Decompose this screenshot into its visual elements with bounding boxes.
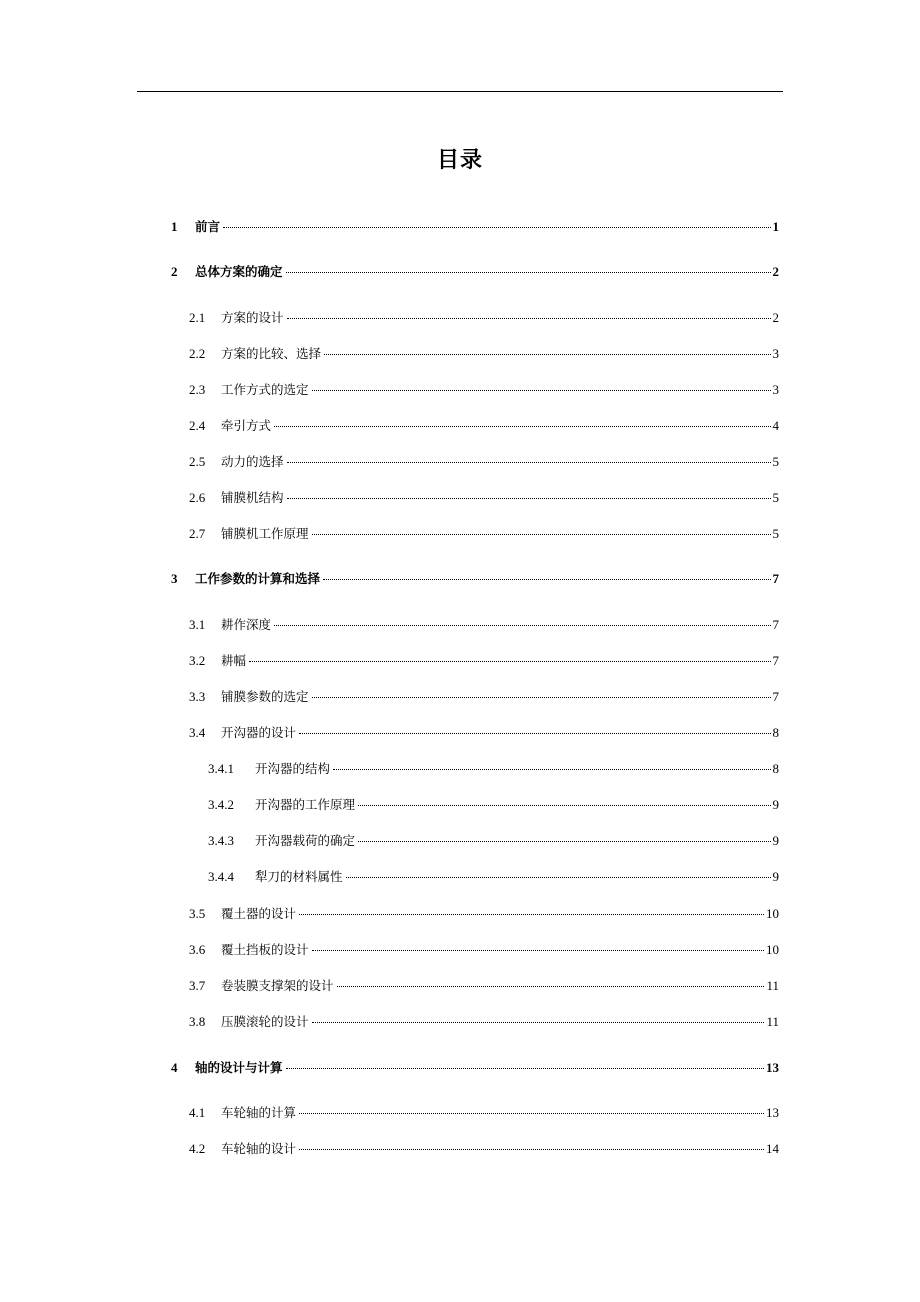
toc-entry-label: 前言	[195, 219, 221, 234]
toc-entry-number: 3.4.1	[208, 761, 234, 776]
dot-leader	[274, 625, 770, 626]
toc-entry-number: 2.5	[189, 454, 206, 469]
toc-entry-page: 13	[766, 1060, 779, 1075]
toc-entry-label: 犁刀的材料属性	[255, 869, 343, 884]
toc-entry-number: 4.1	[189, 1105, 206, 1120]
toc-entry-page: 5	[772, 526, 779, 541]
toc-entry[interactable]	[208, 796, 779, 814]
toc-entry[interactable]	[189, 688, 779, 706]
dot-leader	[299, 1113, 764, 1114]
dot-leader	[312, 950, 764, 951]
toc-entry-page: 5	[772, 454, 779, 469]
toc-entry-label: 开沟器载荷的确定	[255, 833, 356, 848]
dot-leader	[337, 986, 765, 987]
toc-entry-number: 3	[171, 571, 178, 586]
dot-leader	[286, 1068, 764, 1069]
dot-leader	[299, 1149, 764, 1150]
dot-leader	[312, 390, 771, 391]
toc-entry-number: 3.1	[189, 617, 206, 632]
toc-entry-number: 2.3	[189, 382, 206, 397]
toc-entry-label: 牵引方式	[221, 418, 272, 433]
toc-entry-page: 5	[772, 490, 779, 505]
toc-entry[interactable]	[171, 263, 779, 281]
toc-entry[interactable]	[189, 345, 779, 363]
toc-entry-page: 1	[772, 219, 779, 234]
toc-entry-number: 2.2	[189, 346, 206, 361]
toc-entry[interactable]	[189, 525, 779, 543]
toc-entry-label: 车轮轴的计算	[221, 1105, 297, 1120]
toc-entry[interactable]	[208, 832, 779, 850]
toc-entry[interactable]	[189, 616, 779, 634]
dot-leader	[286, 272, 771, 273]
toc-entry-label: 铺膜机结构	[221, 490, 284, 505]
toc-entry-label: 开沟器的结构	[255, 761, 331, 776]
toc-entry-label: 耕作深度	[221, 617, 272, 632]
toc-entry-page: 8	[772, 725, 779, 740]
toc-entry-number: 3.4	[189, 725, 206, 740]
toc-entry[interactable]	[171, 218, 779, 236]
toc-entry-page: 11	[766, 1014, 779, 1029]
dot-leader	[333, 769, 770, 770]
toc-entry-page: 3	[772, 346, 779, 361]
dot-leader	[274, 426, 770, 427]
toc-entry-number: 3.6	[189, 942, 206, 957]
toc-entry-label: 轴的设计与计算	[195, 1060, 283, 1075]
toc-entry-page: 14	[766, 1141, 779, 1156]
toc-entry-label: 铺膜机工作原理	[221, 526, 309, 541]
dot-leader	[358, 841, 770, 842]
toc-entry-page: 13	[766, 1105, 779, 1120]
toc-entry-page: 10	[766, 942, 779, 957]
toc-entry-label: 覆土器的设计	[221, 906, 297, 921]
dot-leader	[346, 877, 771, 878]
toc-entry-page: 10	[766, 906, 779, 921]
dot-leader	[299, 733, 770, 734]
toc-entry-label: 覆土挡板的设计	[221, 942, 309, 957]
toc-entry-label: 动力的选择	[221, 454, 284, 469]
toc-entry-page: 7	[772, 617, 779, 632]
toc-entry[interactable]	[189, 489, 779, 507]
dot-leader	[287, 462, 771, 463]
toc-entry[interactable]	[189, 1104, 779, 1122]
toc-entry-label: 铺膜参数的选定	[221, 689, 309, 704]
toc-entry-number: 1	[171, 219, 178, 234]
dot-leader	[287, 498, 771, 499]
toc-entry[interactable]	[189, 1140, 779, 1158]
toc-entry[interactable]	[189, 977, 779, 995]
toc-entry-number: 2.7	[189, 526, 206, 541]
toc-entry-label: 方案的设计	[221, 310, 284, 325]
toc-entry-page: 9	[772, 833, 779, 848]
page-title: 目录	[436, 148, 483, 173]
toc-entry-number: 3.4.4	[208, 869, 234, 884]
toc-entry-page: 2	[772, 264, 779, 279]
toc-entry-label: 工作参数的计算和选择	[195, 571, 321, 586]
dot-leader	[223, 227, 770, 228]
toc-entry-page: 9	[772, 869, 779, 884]
toc-entry-page: 9	[772, 797, 779, 812]
toc-entry[interactable]	[189, 652, 779, 670]
toc-entry-label: 方案的比较、选择	[221, 346, 322, 361]
toc-entry-page: 4	[772, 418, 779, 433]
toc-entry-number: 3.4.3	[208, 833, 234, 848]
toc-entry[interactable]	[189, 309, 779, 327]
toc-entry-page: 7	[772, 653, 779, 668]
dot-leader	[358, 805, 770, 806]
toc-entry-page: 8	[772, 761, 779, 776]
dot-leader	[312, 1022, 765, 1023]
toc-entry-label: 工作方式的选定	[221, 382, 309, 397]
toc-entry-number: 3.7	[189, 978, 206, 993]
toc-entry-page: 3	[772, 382, 779, 397]
toc-entry[interactable]	[189, 724, 779, 742]
toc-entry-page: 7	[772, 571, 779, 586]
toc-entry-number: 3.5	[189, 906, 206, 921]
toc-entry[interactable]	[189, 941, 779, 959]
toc-entry-number: 3.2	[189, 653, 206, 668]
toc-entry-label: 压膜滚轮的设计	[221, 1014, 309, 1029]
toc-entry[interactable]	[189, 381, 779, 399]
dot-leader	[324, 354, 770, 355]
toc-entry-number: 4	[171, 1060, 178, 1075]
toc-entry[interactable]	[189, 1013, 779, 1031]
toc-entry-page: 7	[772, 689, 779, 704]
toc-entry[interactable]	[208, 868, 779, 886]
dot-leader	[299, 914, 764, 915]
toc-entry[interactable]	[189, 453, 779, 471]
toc-entry-label: 总体方案的确定	[195, 264, 283, 279]
dot-leader	[287, 318, 771, 319]
toc-entry-page: 11	[766, 978, 779, 993]
toc-entry-number: 3.3	[189, 689, 206, 704]
toc-entry-page: 2	[772, 310, 779, 325]
toc-entry[interactable]	[171, 1059, 779, 1077]
dot-leader	[249, 661, 770, 662]
toc-entry-number: 4.2	[189, 1141, 206, 1156]
toc-entry-number: 2.4	[189, 418, 206, 433]
toc-entry[interactable]	[189, 417, 779, 435]
toc-entry-label: 车轮轴的设计	[221, 1141, 297, 1156]
toc-entry[interactable]	[189, 905, 779, 923]
toc-entry-number: 2	[171, 264, 178, 279]
dot-leader	[312, 534, 771, 535]
dot-leader	[323, 579, 770, 580]
toc-entry-number: 2.6	[189, 490, 206, 505]
toc-entry[interactable]	[208, 760, 779, 778]
toc-entry-label: 卷装膜支撑架的设计	[221, 978, 334, 993]
toc-entry-number: 3.8	[189, 1014, 206, 1029]
toc-entry-label: 开沟器的工作原理	[255, 797, 356, 812]
toc-entry-label: 耕幅	[221, 653, 247, 668]
toc-entry[interactable]	[171, 570, 779, 588]
toc-entry-number: 3.4.2	[208, 797, 234, 812]
toc-entry-number: 2.1	[189, 310, 206, 325]
toc-entry-label: 开沟器的设计	[221, 725, 297, 740]
dot-leader	[312, 697, 771, 698]
